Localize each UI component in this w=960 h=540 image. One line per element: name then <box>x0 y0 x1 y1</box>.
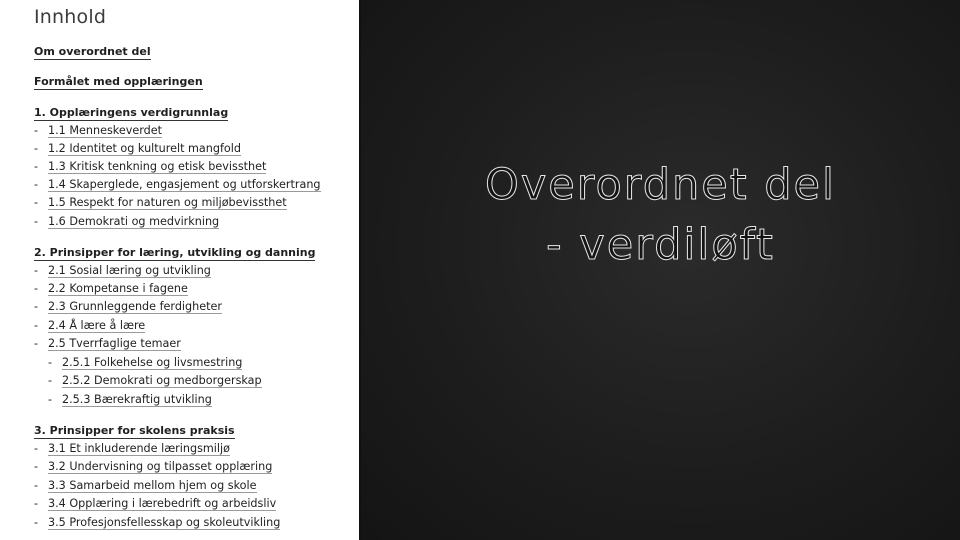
dash-bullet: - <box>34 160 39 173</box>
toc-item-label[interactable]: 3.2 Undervisning og tilpasset opplæring <box>48 460 273 473</box>
toc-subitem[interactable] <box>48 374 262 388</box>
toc-item-label[interactable]: 1.3 Kritisk tenkning og etisk bevissthet <box>48 160 267 173</box>
dash-bullet: - <box>34 282 39 295</box>
slide-title-line-2: - verdiløft <box>546 220 775 270</box>
toc-item-label[interactable]: 3.3 Samarbeid mellom hjem og skole <box>48 479 257 492</box>
toc-item-label[interactable]: 1.2 Identitet og kulturelt mangfold <box>48 142 241 155</box>
dash-bullet: - <box>34 215 39 228</box>
toc-item[interactable] <box>34 337 181 351</box>
toc-heading: Innhold <box>34 6 107 28</box>
toc-item[interactable] <box>34 497 276 511</box>
toc-item-label[interactable]: 1.6 Demokrati og medvirkning <box>48 215 220 228</box>
toc-item[interactable] <box>34 264 211 278</box>
toc-item-label[interactable]: 2.5.2 Demokrati og medborgerskap <box>62 374 262 387</box>
toc-item-label[interactable]: 1.4 Skaperglede, engasjement og utforskertrang <box>48 178 321 191</box>
toc-link-section-3[interactable]: 3. Prinsipper for skolens praksis <box>34 424 235 437</box>
dash-bullet: - <box>34 178 39 191</box>
dash-bullet: - <box>34 516 39 529</box>
toc-link-section-1[interactable]: 1. Opplæringens verdigrunnlag <box>34 106 229 119</box>
slide-title-line-1: Overordnet del <box>485 160 836 210</box>
toc-item[interactable] <box>34 178 321 192</box>
dash-bullet: - <box>34 142 39 155</box>
toc-link-formalet[interactable]: Formålet med opplæringen <box>34 75 203 88</box>
toc-item-label[interactable]: 2.5 Tverrfaglige temaer <box>48 337 181 350</box>
dash-bullet: - <box>48 393 53 406</box>
toc-item[interactable] <box>34 442 230 456</box>
toc-item-label[interactable]: 2.1 Sosial læring og utvikling <box>48 264 211 277</box>
toc-item-label[interactable]: 3.4 Opplæring i lærebedrift og arbeidsliv <box>48 497 277 510</box>
toc-link-section-2[interactable]: 2. Prinsipper for læring, utvikling og danning <box>34 246 316 259</box>
dash-bullet: - <box>34 300 39 313</box>
toc-item-label[interactable]: 2.5.3 Bærekraftig utvikling <box>62 393 212 406</box>
toc-item-label[interactable]: 1.5 Respekt for naturen og miljøbevissthet <box>48 196 287 209</box>
toc-item[interactable] <box>34 124 162 138</box>
toc-item-label[interactable]: 1.1 Menneskeverdet <box>48 124 163 137</box>
dash-bullet: - <box>34 497 39 510</box>
dash-bullet: - <box>34 442 39 455</box>
dash-bullet: - <box>34 124 39 137</box>
toc-item[interactable] <box>34 196 287 210</box>
toc-item-label[interactable]: 3.5 Profesjonsfellesskap og skoleutvikling <box>48 516 281 529</box>
dash-bullet: - <box>34 460 39 473</box>
toc-item-label[interactable]: 2.2 Kompetanse i fagene <box>48 282 188 295</box>
toc-subitem[interactable] <box>48 393 212 407</box>
dash-bullet: - <box>34 337 39 350</box>
toc-item-label[interactable]: 2.3 Grunnleggende ferdigheter <box>48 300 222 313</box>
toc-item-label[interactable]: 3.1 Et inkluderende læringsmiljø <box>48 442 230 455</box>
toc-item[interactable] <box>34 319 145 333</box>
toc-item-label[interactable]: 2.5.1 Folkehelse og livsmestring <box>62 356 243 369</box>
toc-item[interactable] <box>34 215 219 229</box>
slide-title <box>381 155 940 275</box>
table-of-contents-panel <box>0 0 359 540</box>
dash-bullet: - <box>34 196 39 209</box>
toc-link-om-overordnet-del[interactable]: Om overordnet del <box>34 45 151 58</box>
toc-subitem[interactable] <box>48 356 242 370</box>
dash-bullet: - <box>34 479 39 492</box>
dash-bullet: - <box>48 356 53 369</box>
toc-item[interactable] <box>34 516 280 530</box>
toc-item[interactable] <box>34 282 188 296</box>
dash-bullet: - <box>34 319 39 332</box>
dash-bullet: - <box>48 374 53 387</box>
dash-bullet: - <box>34 264 39 277</box>
toc-item[interactable] <box>34 460 272 474</box>
toc-item[interactable] <box>34 160 266 174</box>
toc-item-label[interactable]: 2.4 Å lære å lære <box>48 319 146 332</box>
toc-item[interactable] <box>34 479 257 493</box>
toc-item[interactable] <box>34 142 241 156</box>
toc-item[interactable] <box>34 300 222 314</box>
slide-panel <box>361 0 960 540</box>
